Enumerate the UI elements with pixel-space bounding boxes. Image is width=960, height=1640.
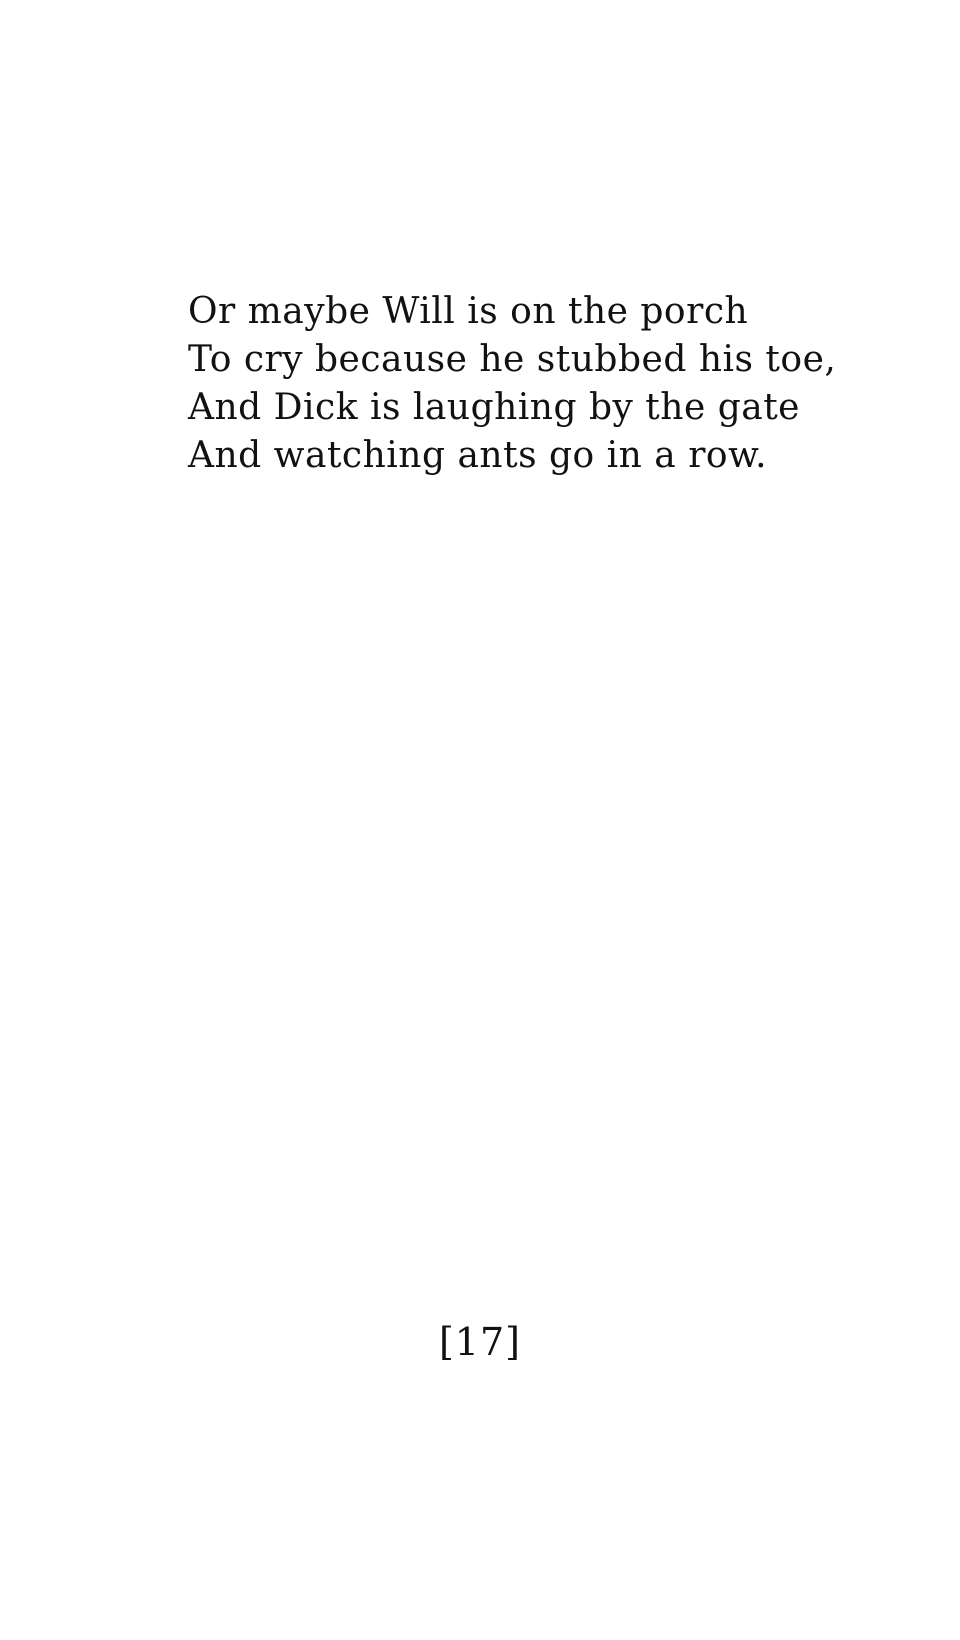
poem-line: And watching ants go in a row. (188, 435, 768, 476)
page-number: [17] (438, 1320, 521, 1364)
poem-stanza (188, 288, 836, 480)
poem-line: And Dick is laughing by the gate (188, 387, 800, 428)
poem-line: Or maybe Will is on the porch (188, 291, 749, 332)
poem-line: To cry because he stubbed his toe, (188, 339, 837, 380)
